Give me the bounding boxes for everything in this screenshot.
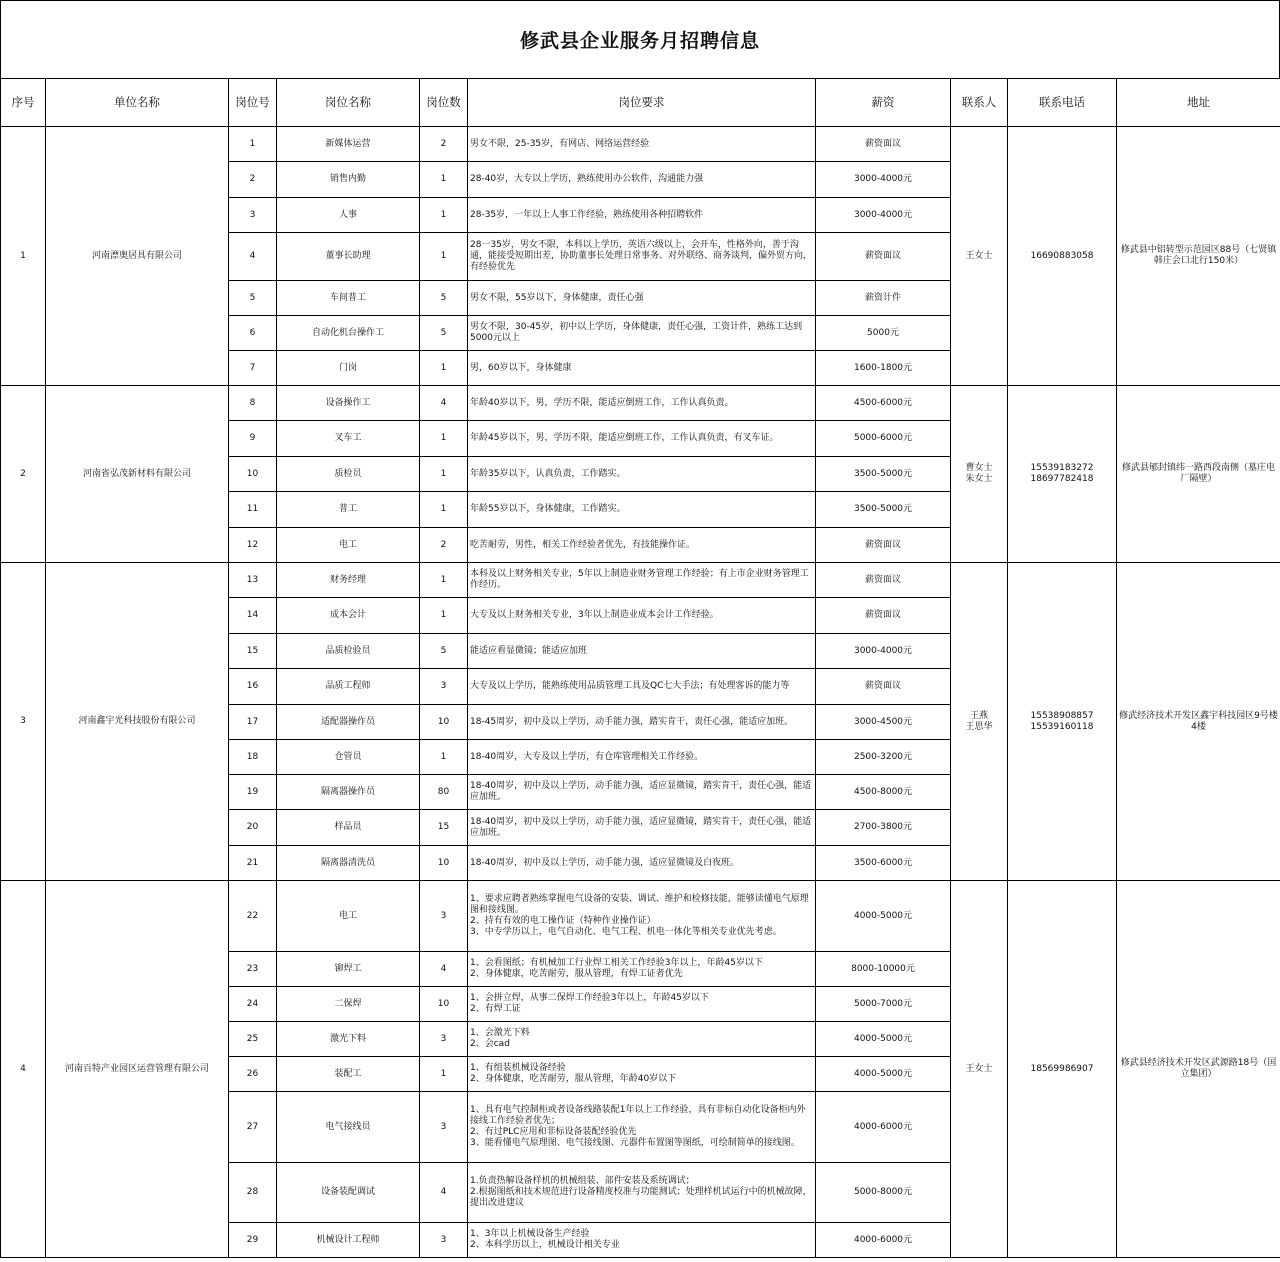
job-requirements: 28一35岁，男女不限，本科以上学历，英语六级以上，会开车，性格外向，善于沟通，能接受短期出差，协助董事长处理日常事务、对外联络、商务谈判，偏外贸方向，有经验优先 [468,233,816,281]
job-no: 9 [229,421,277,457]
job-requirements: 18-45周岁，初中及以上学历，动手能力强，踏实肯干，责任心强，能适应加班。 [468,705,816,740]
job-no: 28 [229,1163,277,1223]
header-contact: 联系人 [951,79,1008,127]
job-no: 13 [229,563,277,598]
company-name: 河南鑫宇光科技股份有限公司 [46,563,229,881]
company-seq: 3 [1,563,46,881]
job-no: 19 [229,775,277,810]
job-salary: 3500-6000元 [816,846,951,881]
job-title: 隔离器清洗员 [277,846,420,881]
job-no: 20 [229,810,277,846]
job-salary: 3000-4000元 [816,198,951,233]
job-count: 1 [420,598,468,634]
job-salary: 薪资计件 [816,281,951,316]
job-salary: 4000-5000元 [816,1022,951,1057]
job-count: 3 [420,669,468,705]
job-count: 1 [420,740,468,775]
job-requirements: 1、要求应聘者熟练掌握电气设备的安装、调试、维护和检修技能，能够读懂电气原理图和接线图。 2、持有有效的电工操作证（特种作业操作证） 3、中专学历以上，电气自动化、电气工程、机电一体化等相关专业优先考虑。 [468,881,816,952]
header-row [1,79,1280,127]
job-salary: 薪资面议 [816,528,951,563]
job-count: 2 [420,127,468,162]
job-title: 成本会计 [277,598,420,634]
job-requirements: 男女不限，55岁以下，身体健康，责任心强 [468,281,816,316]
job-count: 5 [420,316,468,351]
header-phone: 联系电话 [1008,79,1117,127]
job-no: 22 [229,881,277,952]
company-address: 修武经济技术开发区鑫宇科技园区9号楼4楼 [1117,563,1280,881]
company-seq: 2 [1,386,46,563]
job-salary: 薪资面议 [816,563,951,598]
job-no: 10 [229,457,277,492]
job-no: 6 [229,316,277,351]
job-count: 4 [420,386,468,421]
job-no: 25 [229,1022,277,1057]
job-count: 1 [420,198,468,233]
job-title: 机械设计工程师 [277,1223,420,1258]
job-requirements: 1、有组装机械设备经验 2、身体健康，吃苦耐劳，服从管理，年龄40岁以下 [468,1057,816,1092]
job-no: 14 [229,598,277,634]
job-count: 15 [420,810,468,846]
table-row [1,563,1280,598]
job-count: 1 [420,492,468,528]
job-no: 21 [229,846,277,881]
job-requirements: 18-40周岁，初中及以上学历，动手能力强，适应显微镜，踏实肯干，责任心强，能适应加班。 [468,810,816,846]
table-row [1,881,1280,952]
job-count: 1 [420,421,468,457]
job-no: 8 [229,386,277,421]
job-count: 4 [420,952,468,987]
company-phone: 15539183272 18697782418 [1008,386,1117,563]
job-title: 隔离器操作员 [277,775,420,810]
job-no: 26 [229,1057,277,1092]
job-title: 门岗 [277,351,420,386]
company-contact: 王女士 [951,881,1008,1258]
job-no: 7 [229,351,277,386]
job-requirements: 18-40周岁，大专及以上学历，有仓库管理相关工作经验。 [468,740,816,775]
job-no: 27 [229,1092,277,1163]
job-salary: 8000-10000元 [816,952,951,987]
job-title: 质检员 [277,457,420,492]
job-salary: 5000-7000元 [816,987,951,1022]
job-no: 23 [229,952,277,987]
job-no: 3 [229,198,277,233]
job-salary: 3000-4000元 [816,162,951,198]
table-row [1,127,1280,162]
header-address: 地址 [1117,79,1280,127]
job-requirements: 大专及以上学历，能熟练使用品质管理工具及QC七大手法；有处理客诉的能力等 [468,669,816,705]
job-salary: 薪资面议 [816,127,951,162]
job-count: 1 [420,1057,468,1092]
job-count: 4 [420,1163,468,1223]
title-row [0,0,1280,78]
job-requirements: 年龄55岁以下，身体健康，工作踏实。 [468,492,816,528]
job-title: 电气接线员 [277,1092,420,1163]
company-seq: 1 [1,127,46,386]
job-salary: 3000-4500元 [816,705,951,740]
job-count: 1 [420,563,468,598]
job-count: 3 [420,881,468,952]
header-company: 单位名称 [46,79,229,127]
job-no: 4 [229,233,277,281]
job-salary: 5000-6000元 [816,421,951,457]
job-salary: 3000-4000元 [816,634,951,669]
job-title: 铆焊工 [277,952,420,987]
recruitment-table [0,78,1280,1258]
job-salary: 5000元 [816,316,951,351]
job-title: 自动化机台操作工 [277,316,420,351]
job-no: 1 [229,127,277,162]
job-salary: 3500-5000元 [816,492,951,528]
job-requirements: 28-40岁，大专以上学历，熟练使用办公软件，沟通能力强 [468,162,816,198]
company-phone: 16690883058 [1008,127,1117,386]
job-title: 电工 [277,528,420,563]
job-count: 3 [420,1092,468,1163]
job-salary: 4500-8000元 [816,775,951,810]
job-salary: 2500-3200元 [816,740,951,775]
job-title: 适配器操作员 [277,705,420,740]
job-title: 董事长助理 [277,233,420,281]
job-requirements: 28-35岁，一年以上人事工作经验，熟练使用各种招聘软件 [468,198,816,233]
job-count: 10 [420,705,468,740]
job-count: 80 [420,775,468,810]
job-no: 5 [229,281,277,316]
job-no: 12 [229,528,277,563]
header-seq: 序号 [1,79,46,127]
job-no: 16 [229,669,277,705]
job-requirements: 1、会拼立焊，从事二保焊工作经验3年以上，年龄45岁以下 2、有焊工证 [468,987,816,1022]
job-no: 2 [229,162,277,198]
job-salary: 薪资面议 [816,669,951,705]
job-count: 5 [420,634,468,669]
job-salary: 薪资面议 [816,233,951,281]
job-count: 1 [420,351,468,386]
job-salary: 薪资面议 [816,598,951,634]
job-title: 叉车工 [277,421,420,457]
job-no: 15 [229,634,277,669]
header-salary: 薪资 [816,79,951,127]
job-salary: 4000-6000元 [816,1092,951,1163]
job-requirements: 1、3年以上机械设备生产经验 2、本科学历以上，机械设计相关专业 [468,1223,816,1258]
job-salary: 3500-5000元 [816,457,951,492]
header-job-count: 岗位数 [420,79,468,127]
company-name: 河南漂奥居具有限公司 [46,127,229,386]
job-count: 3 [420,1022,468,1057]
header-requirements: 岗位要求 [468,79,816,127]
job-count: 1 [420,233,468,281]
job-requirements: 男，60岁以下，身体健康 [468,351,816,386]
job-title: 新媒体运营 [277,127,420,162]
job-salary: 4000-5000元 [816,881,951,952]
job-title: 仓管员 [277,740,420,775]
job-title: 品质检验员 [277,634,420,669]
header-job-no: 岗位号 [229,79,277,127]
job-salary: 4000-6000元 [816,1223,951,1258]
table-body [1,127,1280,1258]
job-requirements: 1、具有电气控制柜或者设备线路装配1年以上工作经验，具有非标自动化设备柜内外接线工作经验者优先； 2、有过PLC应用和非标设备装配经验优先 3、能看懂电气原理图、电气接线图、元器件布置图等图纸，可绘制简单的接线图。 [468,1092,816,1163]
job-title: 设备操作工 [277,386,420,421]
job-requirements: 1、会看图纸；有机械加工行业焊工相关工作经验3年以上，年龄45岁以下 2、身体健康，吃苦耐劳，服从管理，有焊工证者优先 [468,952,816,987]
job-requirements: 1、会激光下料 2、会cad [468,1022,816,1057]
job-title: 设备装配调试 [277,1163,420,1223]
job-title: 财务经理 [277,563,420,598]
job-title: 销售内勤 [277,162,420,198]
company-contact: 王燕 王思华 [951,563,1008,881]
company-phone: 15538908857 15539160118 [1008,563,1117,881]
company-address: 修武县郇封镇纬一路西段南侧（墓庄电厂隔壁） [1117,386,1280,563]
job-count: 2 [420,528,468,563]
company-name: 河南省弘茂新材料有限公司 [46,386,229,563]
job-requirements: 18-40周岁，初中及以上学历，动手能力强，适应显微镜及白夜班。 [468,846,816,881]
header-job-title: 岗位名称 [277,79,420,127]
job-title: 二保焊 [277,987,420,1022]
company-name: 河南百特产业园区运营管理有限公司 [46,881,229,1258]
company-phone: 18569986907 [1008,881,1117,1258]
job-count: 3 [420,1223,468,1258]
job-count: 5 [420,281,468,316]
job-requirements: 男女不限，25-35岁，有网店、网络运营经验 [468,127,816,162]
job-salary: 4500-6000元 [816,386,951,421]
job-salary: 4000-5000元 [816,1057,951,1092]
job-no: 24 [229,987,277,1022]
job-requirements: 本科及以上财务相关专业，5年以上制造业财务管理工作经验；有上市企业财务管理工作经历。 [468,563,816,598]
job-requirements: 年龄45岁以下，男，学历不限，能适应倒班工作，工作认真负责，有叉车证。 [468,421,816,457]
job-no: 29 [229,1223,277,1258]
job-no: 18 [229,740,277,775]
job-requirements: 能适应看显微镜；能适应加班 [468,634,816,669]
job-requirements: 年龄40岁以下，男，学历不限，能适应倒班工作，工作认真负责。 [468,386,816,421]
company-address: 修武县经济技术开发区武源路18号（国立集团） [1117,881,1280,1258]
job-requirements: 18-40周岁，初中及以上学历，动手能力强，适应显微镜，踏实肯干，责任心强，能适应加班。 [468,775,816,810]
job-title: 品质工程师 [277,669,420,705]
job-salary: 5000-8000元 [816,1163,951,1223]
page-title: 修武县企业服务月招聘信息 [519,30,760,52]
job-requirements: 1.负责热解设备样机的机械组装、部件安装及系统调试； 2.根据图纸和技术规范进行设备精度校准与功能测试；处理样机试运行中的机械故障，提出改进建议 [468,1163,816,1223]
company-contact: 王女士 [951,127,1008,386]
job-count: 10 [420,846,468,881]
company-contact: 曹女士 朱女士 [951,386,1008,563]
job-count: 10 [420,987,468,1022]
job-requirements: 吃苦耐劳，男性，相关工作经验者优先，有技能操作证。 [468,528,816,563]
job-requirements: 年龄35岁以下，认真负责，工作踏实。 [468,457,816,492]
job-salary: 1600-1800元 [816,351,951,386]
job-requirements: 大专及以上财务相关专业，3年以上制造业成本会计工作经验。 [468,598,816,634]
job-title: 电工 [277,881,420,952]
job-title: 普工 [277,492,420,528]
job-count: 1 [420,457,468,492]
job-requirements: 男女不限，30-45岁，初中以上学历，身体健康，责任心强，工资计件，熟练工达到5000元以上 [468,316,816,351]
job-salary: 2700-3800元 [816,810,951,846]
company-seq: 4 [1,881,46,1258]
job-title: 人事 [277,198,420,233]
job-no: 11 [229,492,277,528]
company-address: 修武县中铝转型示范园区88号（七贤镇韩庄会口北行150米） [1117,127,1280,386]
job-title: 激光下料 [277,1022,420,1057]
job-title: 样品员 [277,810,420,846]
job-no: 17 [229,705,277,740]
job-count: 1 [420,162,468,198]
job-title: 车间普工 [277,281,420,316]
job-title: 装配工 [277,1057,420,1092]
table-row [1,386,1280,421]
